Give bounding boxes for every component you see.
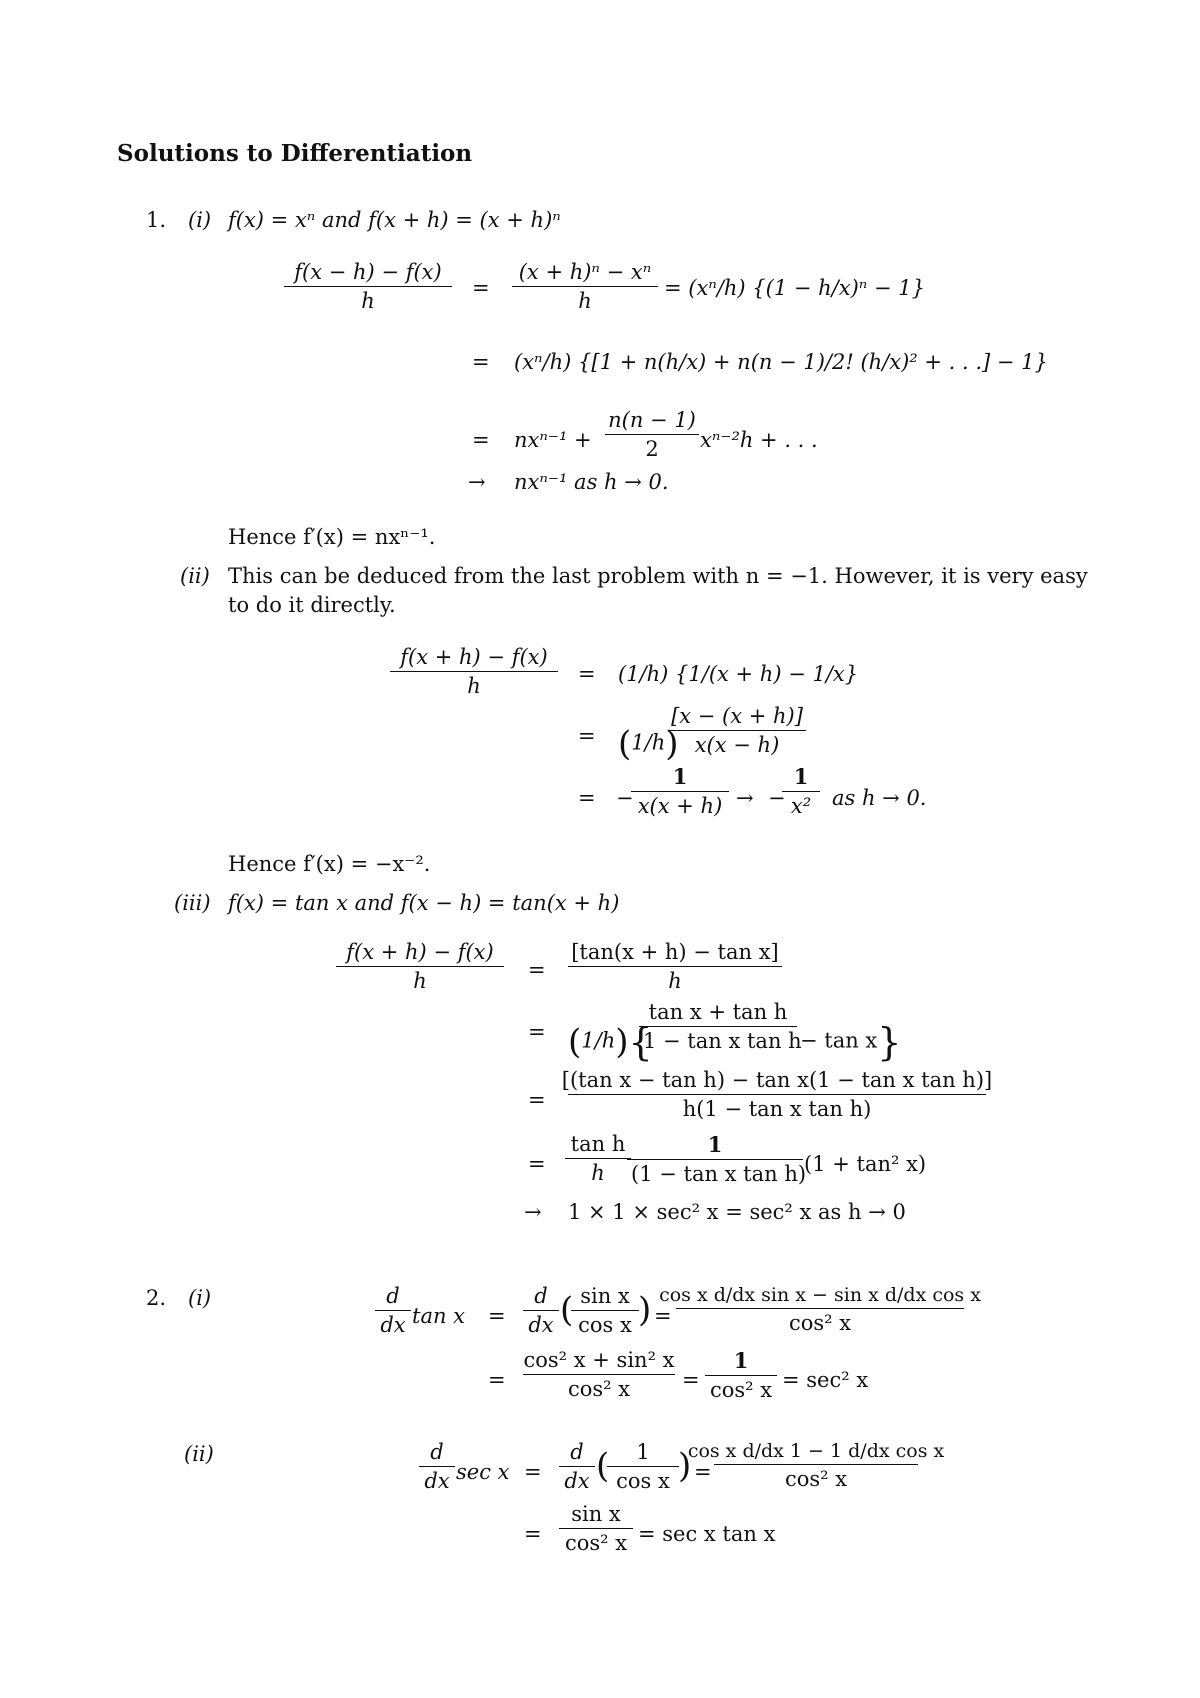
q1-iii-r4-den2: (1 − tan x tan h) [627,1159,803,1186]
q1-i-eq1: = [472,276,490,300]
q1-iii-r4-den1: h [565,1158,631,1185]
q1-iii-r4-frac2 [628,1132,807,1186]
q1-ii-label: (ii) [180,564,210,588]
q1-ii-r3-frac2 [784,764,818,818]
q2-i-cos: cos x [571,1310,639,1337]
q1-i-conclusion: Hence f′(x) = nxⁿ⁻¹. [228,525,436,549]
q1-i-eq2: = [472,350,490,374]
q2-i-rparen: ) [638,1290,652,1330]
q2-i-d-rhs-den: dx [523,1310,559,1337]
q1-ii-r2-num: [x − (x + h)] [671,704,803,728]
q2-i-d-rhs [524,1284,558,1337]
q1-ii-minus2: − [768,786,786,810]
q1-ii-lhs-num: f(x + h) − f(x) [400,645,548,669]
q1-iii-arrow: → [524,1200,542,1224]
q1-i-r1-rest: = (xⁿ/h) {(1 − h/x)ⁿ − 1} [664,276,925,300]
q2-ii-onecos [608,1440,678,1493]
q2-ii-d-lhs-num: d [430,1440,444,1464]
q1-iii-r3-frac [561,1068,993,1121]
q1-iii-r2-num: tan x + tan h [648,1000,788,1024]
q1-iii-r2-tail-text: − tan x [800,1028,878,1053]
q1-ii-r2-pre: (1/h) [618,724,679,764]
q2-ii-cos: cos x [607,1466,679,1493]
q2-i-eq2: = [654,1304,672,1328]
q1-i-r2: (xⁿ/h) {[1 + n(h/x) + n(n − 1)/2! (h/x)² + . . .] − 1} [514,350,1048,374]
q1-ii-r1: (1/h) {1/(x + h) − 1/x} [618,662,859,686]
q2-ii-r1-den: cos² x [714,1464,918,1491]
q2-ii-r2-den: cos² x [559,1528,633,1555]
q1-iii-eq1: = [528,958,546,982]
q1-i-r3-frac [606,408,698,461]
q2-ii-rparen: ) [678,1446,692,1486]
q2-ii-d-rhs [560,1440,594,1493]
q1-i-r3-num: n(n − 1) [608,408,696,432]
q1-ii-r3-den2: x² [782,791,820,818]
q2-i-r2-frac2 [706,1348,776,1402]
q1-i-r3-b: xⁿ⁻²h + . . . [700,428,818,452]
q1-iii-r4-frac1 [566,1132,630,1185]
q1-iii-eq4: = [528,1152,546,1176]
q1-iii-r2-frac [640,1000,802,1053]
q2-ii-r1-num: cos x d/dx 1 − 1 d/dx cos x [687,1440,945,1462]
q1-i-arrow: → [468,470,486,494]
q1-i-lhs-den: h [284,286,452,313]
q1-iii-r4-tail: (1 + tan² x) [804,1152,927,1176]
q2-ii-one: 1 [636,1440,650,1464]
q2-ii-d-lhs-den: dx [419,1466,455,1493]
q2-i-eq4: = [682,1368,700,1392]
q1-iii-eq3: = [528,1088,546,1112]
q1-ii-eq3: = [578,786,596,810]
q1-i-lhs [283,260,453,313]
q1-iii-r2-tail: − tan x} [800,1020,902,1064]
q1-iii-lhs-den: h [336,966,504,993]
q2-i-d-lhs-den: dx [375,1310,411,1337]
q2-i-sincos [572,1284,638,1337]
q2-number: 2. [146,1286,167,1310]
q1-i-r1-den: h [512,286,658,313]
q2-i-r2-num2: 1 [733,1348,749,1373]
q2-ii-lparen: ( [596,1446,610,1486]
q2-i-r1-frac [659,1284,981,1335]
q2-ii-r2-num: sin x [571,1502,621,1526]
q2-i-lparen: ( [560,1290,574,1330]
q1-i-label: (i) [188,208,212,232]
q2-i-r2-den2: cos² x [705,1375,777,1402]
q1-ii-r3-den1: x(x + h) [631,791,729,818]
q1-ii-arrow: → [736,786,754,810]
q1-iii-r3-den: h(1 − tan x tan h) [568,1094,986,1121]
q2-i-r2-num: cos² x + sin² x [523,1348,675,1372]
q1-ii-r3-num1: 1 [672,764,688,789]
q2-ii-eq2: = [694,1460,712,1484]
q2-ii-r2-frac [560,1502,632,1555]
q2-ii-eq1: = [524,1460,542,1484]
q1-ii-text1: This can be deduced from the last problem with n = −1. However, it is very easy [228,564,1088,588]
q1-ii-r2-den: x(x − h) [668,730,806,757]
q1-i-lhs-num: f(x − h) − f(x) [294,260,442,284]
q2-i-sin: sin x [580,1284,630,1308]
q1-iii-r1-den: h [568,966,782,993]
q2-i-r1-num: cos x d/dx sin x − sin x d/dx cos x [659,1284,981,1306]
q2-ii-label: (ii) [184,1442,214,1466]
q2-ii-eq3: = [524,1522,542,1546]
q2-ii-d-rhs-num: d [570,1440,584,1464]
q1-ii-r3-tail: as h → 0. [832,786,927,810]
q1-i-r3-den: 2 [605,434,699,461]
q2-i-label: (i) [188,1286,212,1310]
q1-ii-r2-frac [668,704,806,757]
q2-i-r2-den: cos² x [523,1374,675,1401]
q1-ii-eq2: = [578,724,596,748]
q2-i-d-lhs [376,1284,410,1337]
q1-iii-r4-num2: 1 [707,1132,723,1157]
q1-iii-r1-frac [568,940,782,993]
q2-i-eq1: = [488,1304,506,1328]
q2-ii-d-rhs-den: dx [559,1466,595,1493]
q1-ii-text2: to do it directly. [228,593,396,617]
q1-ii-lhs-den: h [390,671,558,698]
q1-iii-label: (iii) [174,891,211,915]
q1-ii-minus1: − [616,786,634,810]
q1-i-statement: f(x) = xⁿ and f(x + h) = (x + h)ⁿ [228,208,561,232]
q1-ii-lhs [389,645,559,698]
q1-iii-r5: 1 × 1 × sec² x = sec² x as h → 0 [568,1200,906,1224]
q1-i-r1-frac [512,260,658,313]
page-title: Solutions to Differentiation [117,140,473,167]
q1-iii-r3-num: [(tan x − tan h) − tan x(1 − tan x tan h)] [561,1068,993,1092]
q2-i-r2-tail: = sec² x [782,1368,869,1392]
q2-ii-r2-tail: = sec x tan x [638,1522,776,1546]
q1-ii-conclusion: Hence f′(x) = −x⁻². [228,852,431,876]
q1-ii-r3-frac1 [632,764,728,818]
q1-iii-r2-pre: (1/h){ [568,1020,653,1064]
q2-i-d-rhs-num: d [534,1284,548,1308]
q1-i-r4: nxⁿ⁻¹ as h → 0. [514,470,669,494]
q2-i-lhs-tail: tan x [412,1304,466,1328]
q1-i-r1-num: (x + h)ⁿ − xⁿ [518,260,652,284]
q2-i-r1-den: cos² x [676,1308,964,1335]
q2-ii-lhs-tail: sec x [456,1460,510,1484]
q1-iii-statement: f(x) = tan x and f(x − h) = tan(x + h) [228,891,620,915]
q1-iii-r1-num: [tan(x + h) − tan x] [571,940,779,964]
q1-iii-r2-den: 1 − tan x tan h [639,1026,797,1053]
q1-i-eq3: = [472,428,490,452]
q2-i-d-lhs-num: d [386,1284,400,1308]
q1-ii-r3-num2: 1 [793,764,809,789]
q1-iii-lhs [335,940,505,993]
q1-iii-r4-num1: tan h [570,1132,626,1156]
q1-iii-lhs-num: f(x + h) − f(x) [346,940,494,964]
q2-ii-r1-frac [687,1440,945,1491]
q1-ii-eq1: = [578,662,596,686]
q1-iii-eq2: = [528,1020,546,1044]
q2-ii-d-lhs [420,1440,454,1493]
q1-i-r3-a: nxⁿ⁻¹ + [514,428,592,452]
q1-number: 1. [146,208,167,232]
q2-i-r2-frac [524,1348,674,1401]
q2-i-eq3: = [488,1368,506,1392]
